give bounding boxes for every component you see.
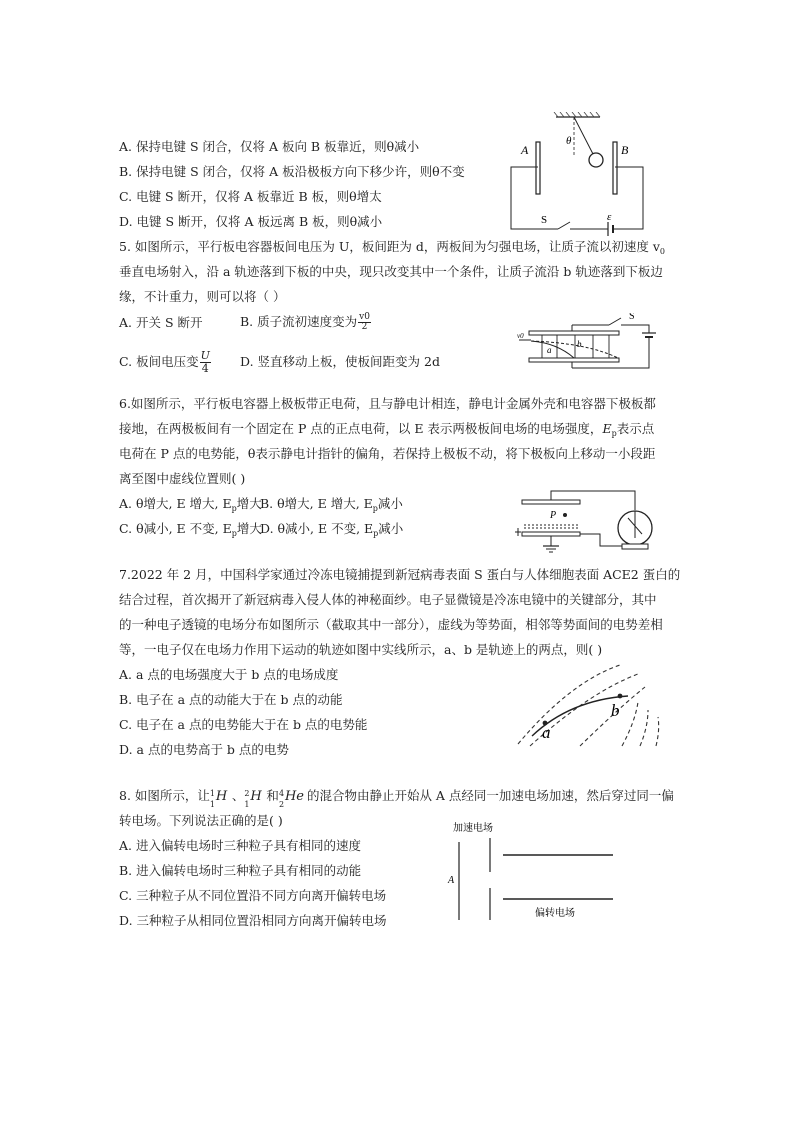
q5-label-b: b xyxy=(577,339,582,349)
q6-line-2-tail: 表示点 xyxy=(616,421,655,436)
q8-label-accel: 加速电场 xyxy=(453,823,493,834)
q8-h2-symbol: H xyxy=(250,788,262,804)
q8-isotope-h1 xyxy=(209,788,232,809)
q7-line-4: 等，一电子仅在电场力作用下运动的轨迹如图中实线所示，a、b 是轨迹上的两点，则( ) xyxy=(119,642,603,657)
q8-h1-symbol: H xyxy=(215,788,228,804)
q8-label-deflect: 偏转电场 xyxy=(535,908,575,919)
q6-option-d-sub: p xyxy=(373,529,379,538)
q4-label-e: ε xyxy=(607,211,612,223)
q5-option-c-fraction xyxy=(200,350,211,375)
q8-line-1 xyxy=(119,788,674,809)
q6-option-c-text: C. θ减小, E 不变, E xyxy=(119,521,232,536)
q6-option-a-tail: 增大 xyxy=(236,496,262,511)
q5-option-c-den: 4 xyxy=(201,362,209,375)
q7-option-b: B. 电子在 a 点的动能大于在 b 点的动能 xyxy=(119,692,343,707)
q6-electroscope-figure xyxy=(510,488,670,560)
q7-electron-lens-figure xyxy=(510,662,670,752)
q6-option-c-sub: p xyxy=(231,529,237,538)
q5-line-2: 垂直电场射入，沿 a 轨迹落到下板的中央，现只改变其中一个条件，让质子流沿 b 轨迹落到下板边 xyxy=(119,264,663,279)
q8-sep-1: 、 xyxy=(231,788,245,803)
q6-option-a-text: A. θ增大, E 增大, E xyxy=(119,496,232,511)
q8-isotope-he xyxy=(278,788,307,809)
q7-line-2: 结合过程，首次揭开了新冠病毒入侵人体的神秘面纱。电子显微镜是冷冻电镜中的关键部分，其中 xyxy=(119,592,657,607)
q4-label-a: A xyxy=(521,143,529,157)
q4-option-b: B. 保持电键 S 闭合，仅将 A 板沿极板方向下移少许，则θ不变 xyxy=(119,164,465,179)
q4-option-d: D. 电键 S 断开，仅将 A 板远离 B 板，则θ减小 xyxy=(119,214,383,229)
q8-h1-mass: 1 xyxy=(209,788,215,798)
q5-v0-sub: 0 xyxy=(659,247,666,256)
q5-option-c-text: C. 板间电压变 xyxy=(119,354,199,369)
q6-ep-sub: p xyxy=(611,429,617,438)
q6-line-4: 离至图中虚线位置则( ) xyxy=(119,471,246,486)
q4-option-c: C. 电键 S 断开，仅将 A 板靠近 B 板，则θ增太 xyxy=(119,189,382,204)
q7-option-d: D. a 点的电势高于 b 点的电势 xyxy=(119,742,289,757)
q6-option-b-text: B. θ增大, E 增大, E xyxy=(260,496,373,511)
q8-label-a: A xyxy=(448,875,455,886)
q6-option-c-tail: 增大 xyxy=(236,521,262,536)
q5-line-3: 缘，不计重力，则可以将（ ） xyxy=(119,289,286,304)
q6-line-3: 电荷在 P 点的电势能，θ表示静电计指针的偏角，若保持上极板不动，将下极板向上移动一小段距 xyxy=(119,446,656,461)
q6-line-2 xyxy=(119,421,654,442)
q4-label-theta: θ xyxy=(566,135,572,147)
q5-option-c xyxy=(119,350,212,375)
q6-ep-symbol: E xyxy=(602,421,612,436)
q8-h1-z: 1 xyxy=(209,799,215,809)
q5-line-1-text: 5. 如图所示，平行板电容器板间电压为 U，板间距为 d，两板间为匀强电场，让质子流以初速度 v xyxy=(119,239,660,254)
q7-line-1: 7.2022 年 2 月，中国科学家通过冷冻电镜捕提到新冠病毒表面 S 蛋白与人体细胞表面 ACE2 蛋白的 xyxy=(119,567,681,582)
q7-label-b: b xyxy=(611,701,620,720)
q8-field-figure xyxy=(445,820,625,925)
q8-option-c: C. 三种粒子从不同位置沿不同方向离开偏转电场 xyxy=(119,888,387,903)
q4-capacitor-pendulum-figure xyxy=(508,112,658,237)
q6-option-d xyxy=(260,521,403,542)
q8-he-mass: 4 xyxy=(278,788,285,798)
q8-h2-mass: 2 xyxy=(244,788,250,798)
q5-option-b-den: 2 xyxy=(361,322,368,332)
q5-option-b xyxy=(240,313,372,332)
q5-capacitor-figure xyxy=(517,313,667,377)
q7-option-c: C. 电子在 a 点的电势能大于在 b 点的电势能 xyxy=(119,717,368,732)
q8-option-a: A. 进入偏转电场时三种粒子具有相同的速度 xyxy=(119,838,361,853)
q7-option-a: A. a 点的电场强度大于 b 点的电场成度 xyxy=(119,667,339,682)
q7-label-a: a xyxy=(542,723,551,742)
q6-option-b-sub: p xyxy=(372,504,378,513)
q8-option-d: D. 三种粒子从相同位置沿相同方向离开偏转电场 xyxy=(119,913,387,928)
q8-line-2: 转电场。下列说法正确的是( ) xyxy=(119,813,283,828)
q6-option-b-tail: 减小 xyxy=(377,496,403,511)
q6-option-c xyxy=(119,521,262,542)
q5-label-a: a xyxy=(547,345,552,355)
q4-label-s: S xyxy=(541,214,548,226)
q8-he-symbol: He xyxy=(284,788,304,804)
q5-option-b-fraction xyxy=(358,313,371,332)
q6-option-a-sub: p xyxy=(231,504,237,513)
q4-label-b: B xyxy=(621,143,629,157)
q6-option-a xyxy=(119,496,262,517)
q6-option-b xyxy=(260,496,403,517)
q6-option-d-tail: 减小 xyxy=(378,521,404,536)
q8-line-1-pre: 8. 如图所示，让 xyxy=(119,788,210,803)
q5-option-b-text: B. 质子流初速度变为 xyxy=(240,314,358,329)
q5-option-d: D. 竖直移动上板，使板间距变为 2d xyxy=(240,354,440,369)
q6-option-d-text: D. θ减小, E 不变, E xyxy=(260,521,374,536)
q8-option-b: B. 进入偏转电场时三种粒子具有相同的动能 xyxy=(119,863,362,878)
q8-sep-2: 和 xyxy=(266,788,279,803)
q5-line-1 xyxy=(119,239,665,260)
q5-label-v0: v0 xyxy=(517,332,524,340)
q8-line-1-post: 的混合物由静止开始从 A 点经同一加速电场加速，然后穿过同一偏 xyxy=(306,788,674,803)
q5-option-b-num: v0 xyxy=(359,312,370,322)
q8-isotope-h2 xyxy=(244,788,266,809)
q8-h2-z: 1 xyxy=(244,799,250,809)
q5-option-c-num: U xyxy=(200,349,210,362)
q5-label-s: S xyxy=(629,313,635,322)
q6-line-2-text: 接地，在两极板间有一个固定在 P 点的正点电荷，以 E 表示两极板间电场的电场强度， xyxy=(119,421,603,436)
q7-line-3: 的一种电子透镜的电场分布如图所示（截取其中一部分），虚线为等势面，相邻等势面间的电势差相 xyxy=(119,617,663,632)
q6-line-1: 6.如图所示，平行板电容器上极板带正电荷，且与静电计相连，静电计金属外壳和电容器下极板都 xyxy=(119,396,656,411)
q5-option-a: A. 开关 S 断开 xyxy=(119,315,203,330)
q8-he-z: 2 xyxy=(278,799,285,809)
q6-label-p: P xyxy=(550,510,557,521)
q4-option-a: A. 保持电键 S 闭合，仅将 A 板向 B 板靠近，则θ减小 xyxy=(119,139,420,154)
